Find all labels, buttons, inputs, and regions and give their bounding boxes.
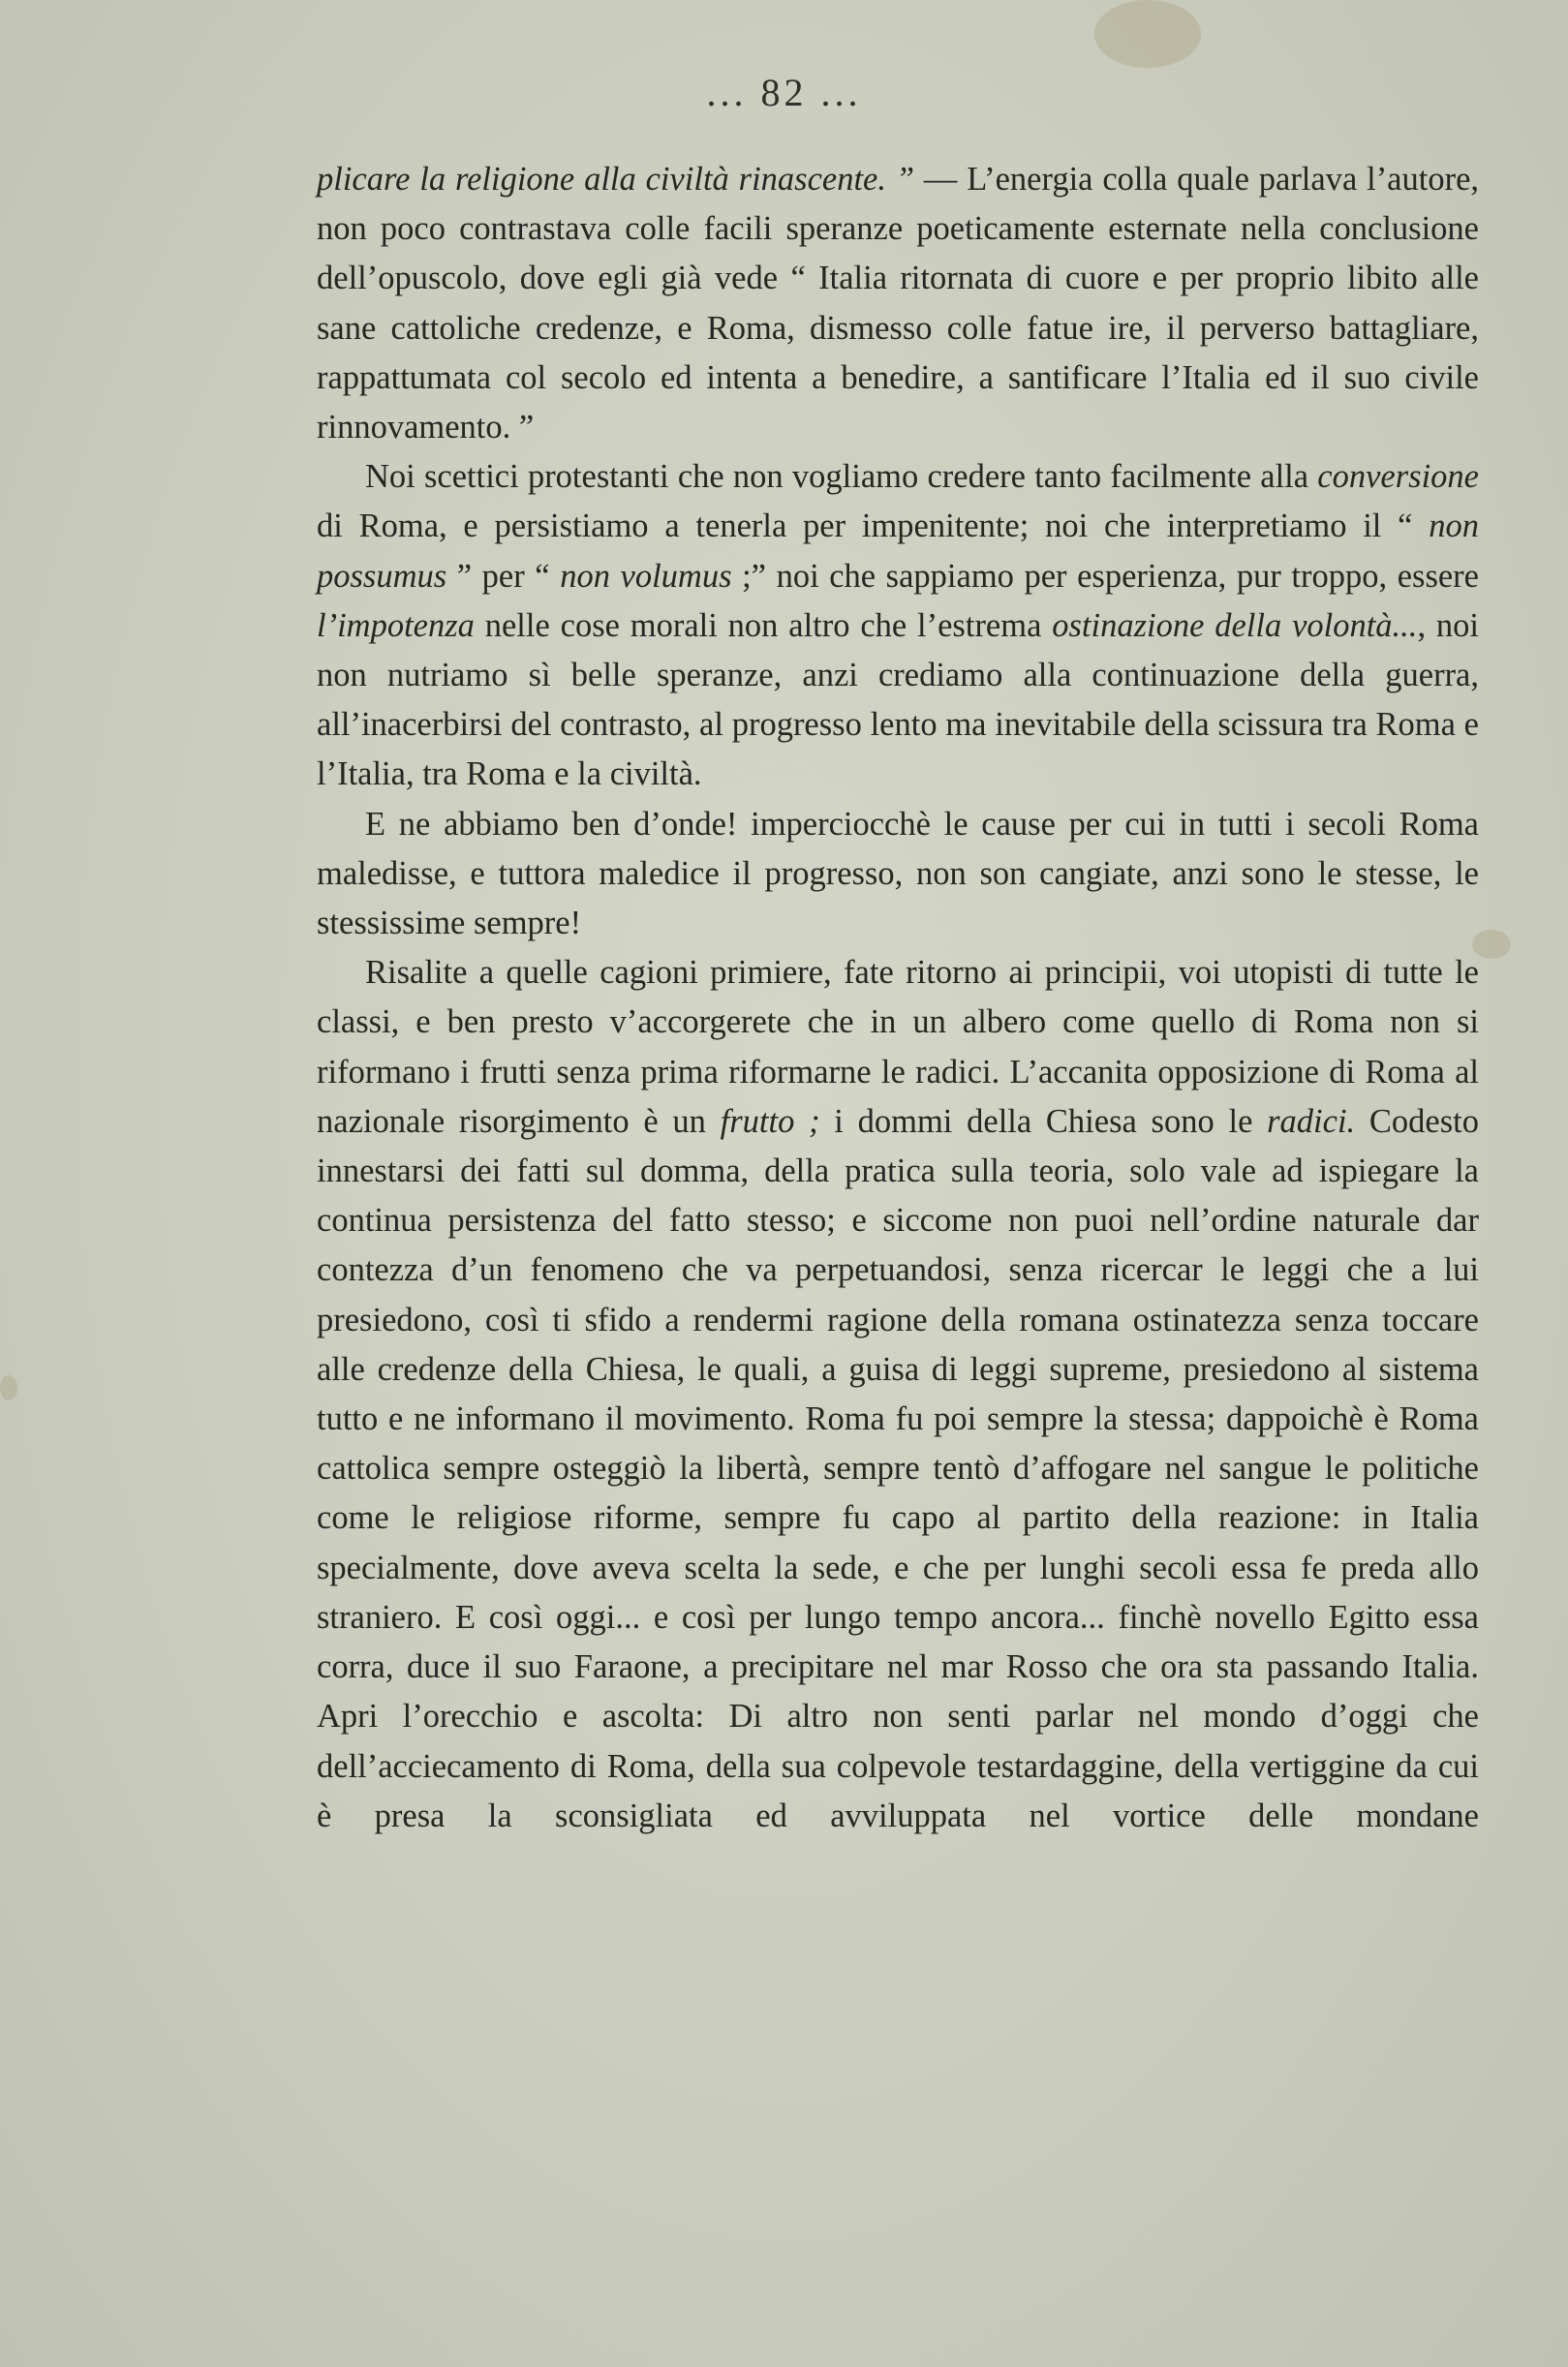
- paragraph: [317, 452, 1479, 799]
- italic-text: non possumus: [317, 507, 1479, 595]
- italic-text: radici.: [1267, 1102, 1356, 1140]
- text-segment: , noi non nutriamo sì belle speranze, anzi crediamo alla continuazione della guerra, all’inacerbirsi del contrasto, al progresso lento ma inevitabile della scissura tra Roma e l’Italia, tra Roma e la civiltà.: [317, 606, 1479, 793]
- text-segment: ;” noi che sappiamo per esperienza, pur troppo, essere: [731, 557, 1479, 595]
- paragraph: [317, 948, 1479, 1841]
- text-segment: Noi scettici protestanti che non vogliamo credere tanto facilmente alla: [365, 458, 1318, 496]
- text-segment: Codesto innestarsi dei fatti sul domma, della pratica sulla teoria, solo vale ad ispiegare la continua persistenza del fatto stesso; e siccome non puoi nell’ordine naturale dar contezza d’un fenomeno che va perpetuandosi, senza ricercar le leggi che a lui presiedono, così ti sfido a rendermi ragione della romana ostinatezza senza toccare alle credenze della Chiesa, le quali, a guisa di leggi supreme, presiedono al sistema tutto e ne informano il movimento. Roma fu poi sempre la stessa; dappoichè è Roma cattolica sempre osteggiò la libertà, sempre tentò d’affogare nel sangue le politiche come le religiose riforme, sempre fu capo al partito della reazione: in Italia specialmente, dove aveva scelta la sede, e che per lunghi secoli essa fe preda allo straniero. E così oggi... e così per lungo tempo ancora... finchè novello Egitto essa corra, duce il suo Faraone, a precipitare nel mar Rosso che ora sta passando Italia. Apri l’orecchio e ascolta: Di altro non senti parlar nel mondo d’oggi che dell’acciecamento di Roma, della sua colpevole testardaggine, della vertiggine da cui è presa la sconsigliata ed avviluppata nel vortice delle mondane: [317, 1102, 1479, 1834]
- paragraph: [317, 155, 1479, 452]
- italic-text: ostinazione della volontà...: [1052, 606, 1418, 644]
- text-segment: di Roma, e persistiamo a tenerla per impenitente; noi che interpretiamo il “: [317, 507, 1430, 545]
- paper-stain: [0, 1375, 17, 1400]
- text-segment: E ne abbiamo ben d’onde! imperciocchè le cause per cui in tutti i secoli Roma maledisse, e tuttora maledice il progresso, non son cangiate, anzi sono le stesse, le stessissime sempre!: [317, 805, 1479, 942]
- text-segment: Risalite a quelle cagioni primiere, fate ritorno ai principii, voi utopisti di tutte le classi, e ben presto v’accorgerete che in un albero come quello di Roma non si riformano i frutti senza prima riformarne le radici. L’accanita opposizione di Roma al nazionale risorgimento è un: [317, 954, 1479, 1140]
- text-segment: i dommi della Chiesa sono le: [819, 1102, 1268, 1140]
- text-segment: nelle cose morali non altro che l’estrema: [474, 606, 1053, 644]
- italic-text: non volumus: [560, 557, 732, 595]
- italic-text: l’impotenza: [317, 606, 475, 644]
- page-number: ... 82 ...: [706, 71, 862, 114]
- paragraph: [317, 800, 1479, 949]
- body-text: [317, 155, 1479, 1841]
- text-segment: ” per “: [446, 557, 561, 595]
- text-segment: — L’energia colla quale parlava l’autore, non poco contrastava colle facili speranze poeticamente esternate nella conclusione dell’opuscolo, dove egli già vede “ Italia ritornata di cuore e per proprio libito alle sane cattoliche credenze, e Roma, dismesso colle fatue ire, il perverso battagliare, rappattumata col secolo ed intenta a benedire, a santificare l’Italia ed il suo civile rinnovamento. ”: [317, 161, 1480, 446]
- paper-stain: [1094, 0, 1201, 68]
- italic-text: frutto ;: [720, 1102, 820, 1140]
- italic-text: conversione: [1317, 458, 1479, 496]
- italic-text: plicare la religione alla civiltà rinascente. ”: [317, 161, 915, 198]
